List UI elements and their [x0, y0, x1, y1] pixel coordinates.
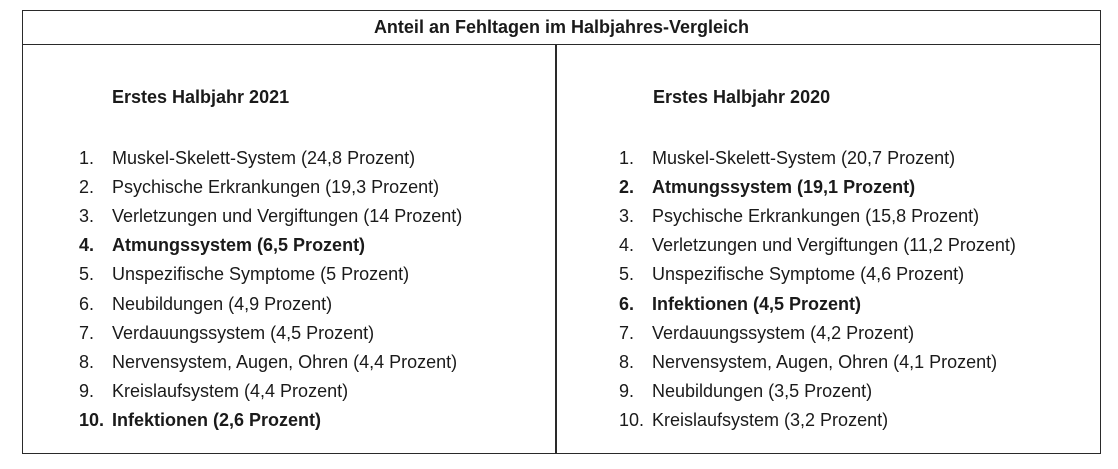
- list-item-text: Verdauungssystem (4,5 Prozent): [112, 322, 375, 343]
- list-item-text: Verletzungen und Vergiftungen (11,2 Prozent): [652, 235, 1016, 256]
- list-item-number: 3.: [79, 206, 95, 227]
- column-heading-2020: Erstes Halbjahr 2020: [653, 87, 831, 107]
- list-item-number: 10.: [619, 409, 645, 430]
- list-item: [79, 406, 462, 435]
- ranking-list-2021: [79, 144, 462, 435]
- list-item-text: Infektionen (4,5 Prozent): [652, 293, 862, 314]
- list-item: [619, 202, 1016, 231]
- list-item-text: Neubildungen (4,9 Prozent): [112, 293, 333, 314]
- column-heading-2021: Erstes Halbjahr 2021: [112, 87, 290, 107]
- list-item-text: Muskel-Skelett-System (24,8 Prozent): [112, 148, 416, 169]
- list-item-text: Kreislaufsystem (4,4 Prozent): [112, 380, 349, 401]
- list-item-text: Neubildungen (3,5 Prozent): [652, 380, 873, 401]
- list-item-text: Verletzungen und Vergiftungen (14 Prozent): [112, 206, 463, 227]
- list-item: [619, 319, 1016, 348]
- list-item-text: Unspezifische Symptome (4,6 Prozent): [652, 264, 965, 285]
- list-item-number: 7.: [619, 322, 635, 343]
- list-item-text: Psychische Erkrankungen (15,8 Prozent): [652, 206, 980, 227]
- list-item: [619, 173, 1016, 202]
- list-item-text: Muskel-Skelett-System (20,7 Prozent): [652, 148, 956, 169]
- ranking-list-2020: [619, 144, 1016, 435]
- column-2021: [23, 45, 555, 453]
- list-item: [619, 406, 1016, 435]
- list-item: [79, 260, 462, 289]
- list-item-number: 9.: [79, 380, 95, 401]
- list-item-number: 2.: [619, 177, 635, 198]
- list-item-text: Nervensystem, Augen, Ohren (4,1 Prozent): [652, 351, 998, 372]
- list-item: [619, 348, 1016, 377]
- list-item-number: 2.: [79, 177, 95, 198]
- list-item-number: 8.: [619, 351, 635, 372]
- list-item-text: Kreislaufsystem (3,2 Prozent): [652, 409, 889, 430]
- list-item-number: 9.: [619, 380, 635, 401]
- list-item: [79, 231, 462, 260]
- column-2020: [557, 45, 1102, 453]
- list-item-number: 5.: [619, 264, 635, 285]
- list-item-number: 7.: [79, 322, 95, 343]
- list-item: [619, 144, 1016, 173]
- list-item: [79, 144, 462, 173]
- list-item-number: 10.: [79, 409, 105, 430]
- list-item-number: 4.: [619, 235, 635, 256]
- list-item-number: 8.: [79, 351, 95, 372]
- list-item: [79, 348, 462, 377]
- list-item-text: Psychische Erkrankungen (19,3 Prozent): [112, 177, 440, 198]
- list-item: [619, 377, 1016, 406]
- list-item: [79, 289, 462, 318]
- table-title: Anteil an Fehltagen im Halbjahres-Vergleich: [373, 17, 750, 37]
- list-item: [79, 377, 462, 406]
- list-item-number: 4.: [79, 235, 95, 256]
- list-item: [79, 319, 462, 348]
- list-item-number: 6.: [79, 293, 95, 314]
- list-item: [619, 289, 1016, 318]
- list-item-number: 1.: [79, 148, 95, 169]
- list-item: [619, 260, 1016, 289]
- table-title-row: [23, 11, 1100, 45]
- list-item-text: Infektionen (2,6 Prozent): [112, 409, 322, 430]
- list-item: [619, 231, 1016, 260]
- list-item: [79, 202, 462, 231]
- comparison-table: [22, 10, 1101, 454]
- list-item-text: Unspezifische Symptome (5 Prozent): [112, 264, 410, 285]
- list-item-text: Atmungssystem (19,1 Prozent): [652, 177, 916, 198]
- list-item-number: 3.: [619, 206, 635, 227]
- list-item-text: Atmungssystem (6,5 Prozent): [112, 235, 366, 256]
- list-item-number: 6.: [619, 293, 635, 314]
- list-item-number: 5.: [79, 264, 95, 285]
- list-item-number: 1.: [619, 148, 635, 169]
- list-item-text: Verdauungssystem (4,2 Prozent): [652, 322, 915, 343]
- list-item: [79, 173, 462, 202]
- list-item-text: Nervensystem, Augen, Ohren (4,4 Prozent): [112, 351, 458, 372]
